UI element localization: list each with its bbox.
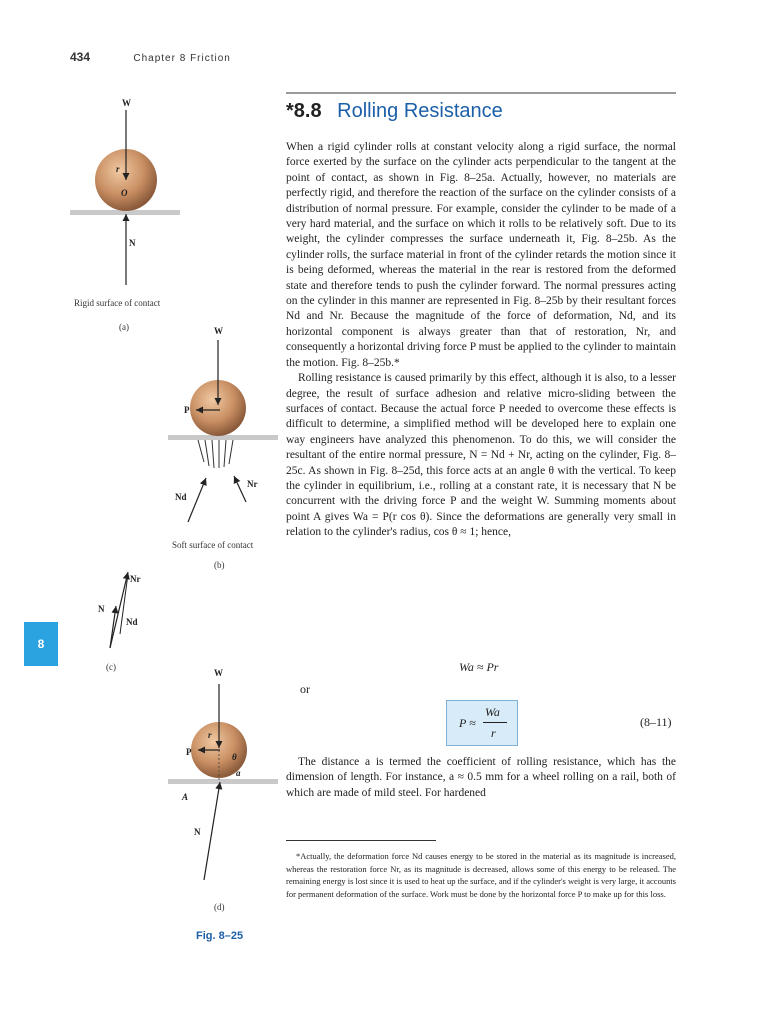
caption-a: Rigid surface of contact	[74, 298, 161, 308]
equation-approx: Wa ≈ Pr	[459, 660, 499, 674]
paragraph-2: Rolling resistance is caused primarily by this effect, although it is also, to a lesser degree, the result of surface adhesion and relative micro-sliding between the surfaces of contact. Because the actual force P needed to overcome these effects is difficult to determine, a simplified method will be developed here to explain one way engineers have analyzed this phenomenon. To do this, we will consider the resultant of the entire normal pressure, N = Nd + Nr, acting on the cylinder, Fig. 8–25c. As shown in Fig. 8–25d, this force acts at an angle θ with the vertical. To keep the cylinder in equilibrium, i.e., rolling at a constant rate, it is necessary that N be concurrent with the driving force P and the weight W. Summing moments about point A gives Wa = P(r cos θ). Since the deformations are generally very small in relation to the cylinder's radius, cos θ ≈ 1; hence,	[286, 372, 676, 539]
label-a-d: a	[236, 768, 241, 778]
label-W-a: W	[122, 98, 131, 108]
label-theta-d: θ	[232, 752, 237, 762]
fraction-bar	[483, 722, 507, 723]
surface-d	[168, 779, 278, 784]
figure-number: Fig. 8–25	[196, 930, 244, 942]
page-number: 434	[70, 50, 91, 64]
Nr-arrow-c	[110, 572, 128, 648]
label-W-b: W	[214, 326, 223, 336]
body-text	[286, 140, 676, 541]
equation-numerator: Wa	[485, 705, 500, 719]
Nr-arrow-b	[234, 476, 246, 502]
label-Nr-c: Nr	[130, 574, 141, 584]
figure-a	[70, 98, 180, 332]
equation-denominator: r	[491, 726, 496, 740]
label-A-d: A	[182, 792, 189, 802]
label-N-d: N	[194, 827, 201, 837]
label-b: (b)	[214, 560, 225, 570]
equation-box	[446, 700, 518, 746]
chapter-tab: 8	[24, 622, 58, 666]
label-N-c: N	[98, 604, 105, 614]
chapter-title: Chapter 8 Friction	[133, 53, 231, 64]
label-N-a: N	[129, 238, 136, 248]
label-Nr-b: Nr	[247, 479, 258, 489]
label-W-d: W	[214, 668, 223, 678]
label-O-a: O	[121, 188, 128, 198]
figure-d	[168, 668, 278, 912]
resultant-N-arrow-d	[204, 782, 220, 880]
label-r-d: r	[208, 730, 212, 740]
label-Nd-b: Nd	[175, 492, 187, 502]
or-text: or	[300, 682, 310, 696]
label-P-b: P	[184, 405, 190, 415]
label-P-d: P	[186, 747, 192, 757]
label-d: (d)	[214, 902, 225, 912]
paragraph-3: The distance a is termed the coefficient of rolling resistance, which has the dimension of length. For instance, a ≈ 0.5 mm for a wheel rolling on a rail, both of which are made of mild steel. For hardened	[286, 756, 676, 799]
paragraph-1: When a rigid cylinder rolls at constant velocity along a rigid surface, the normal force exerted by the surface on the cylinder acts perpendicular to the tangent at the point of contact, as shown in Fig. 8–25a. Actually, however, no materials are perfectly rigid, and therefore the reaction of the surface on the cylinder consists of a distribution of normal pressure. For example, consider the cylinder to be made of a very hard material, and the surface on which it rolls to be relatively soft. Due to its weight, the cylinder compresses the surface underneath it, Fig. 8–25b. As the cylinder rolls, the surface material in front of the cylinder retards the motion since it is being deformed, whereas the material in the rear is restored from the deformed state and therefore tends to push the cylinder forward. The normal pressures acting on the cylinder in this manner are represented in Fig. 8–25b by their resultant forces Nd and Nr. Because the magnitude of the force of deformation, Nd, and its horizontal component is always greater than that of restoration, Nr, and consequently a horizontal driving force P must be applied to the cylinder to maintain the motion. Fig. 8–25b.*	[286, 141, 676, 369]
caption-b: Soft surface of contact	[172, 540, 254, 550]
section-heading	[286, 100, 503, 123]
equation-number: (8–11)	[640, 715, 672, 729]
footnote: *Actually, the deformation force Nd causes energy to be stored in the material as its magnitude is increased, whereas the restoration force Nr, as its magnitude is decreased, allows some of this energy to be released. The remaining energy is lost since it is used to heat up the surface, and if the cylinder's weight is very large, it accounts for permanent deformation of the surface. Work must be done by the horizontal force P to make up for this loss.	[286, 851, 676, 899]
soft-surface	[168, 435, 278, 440]
figure-8-25	[0, 0, 280, 1024]
label-c: (c)	[106, 662, 116, 672]
section-rule	[286, 92, 676, 94]
equation-lhs: P ≈	[459, 716, 476, 730]
Nd-arrow-b	[188, 478, 206, 522]
section-title: Rolling Resistance	[337, 100, 503, 122]
label-Nd-c: Nd	[126, 617, 138, 627]
pressure-lines	[198, 440, 233, 468]
section-number: *8.8	[286, 100, 322, 122]
label-r-a: r	[116, 164, 120, 174]
figure-c	[98, 572, 141, 672]
figure-b	[168, 326, 278, 570]
label-a: (a)	[119, 322, 129, 332]
footnote-rule	[286, 840, 436, 841]
